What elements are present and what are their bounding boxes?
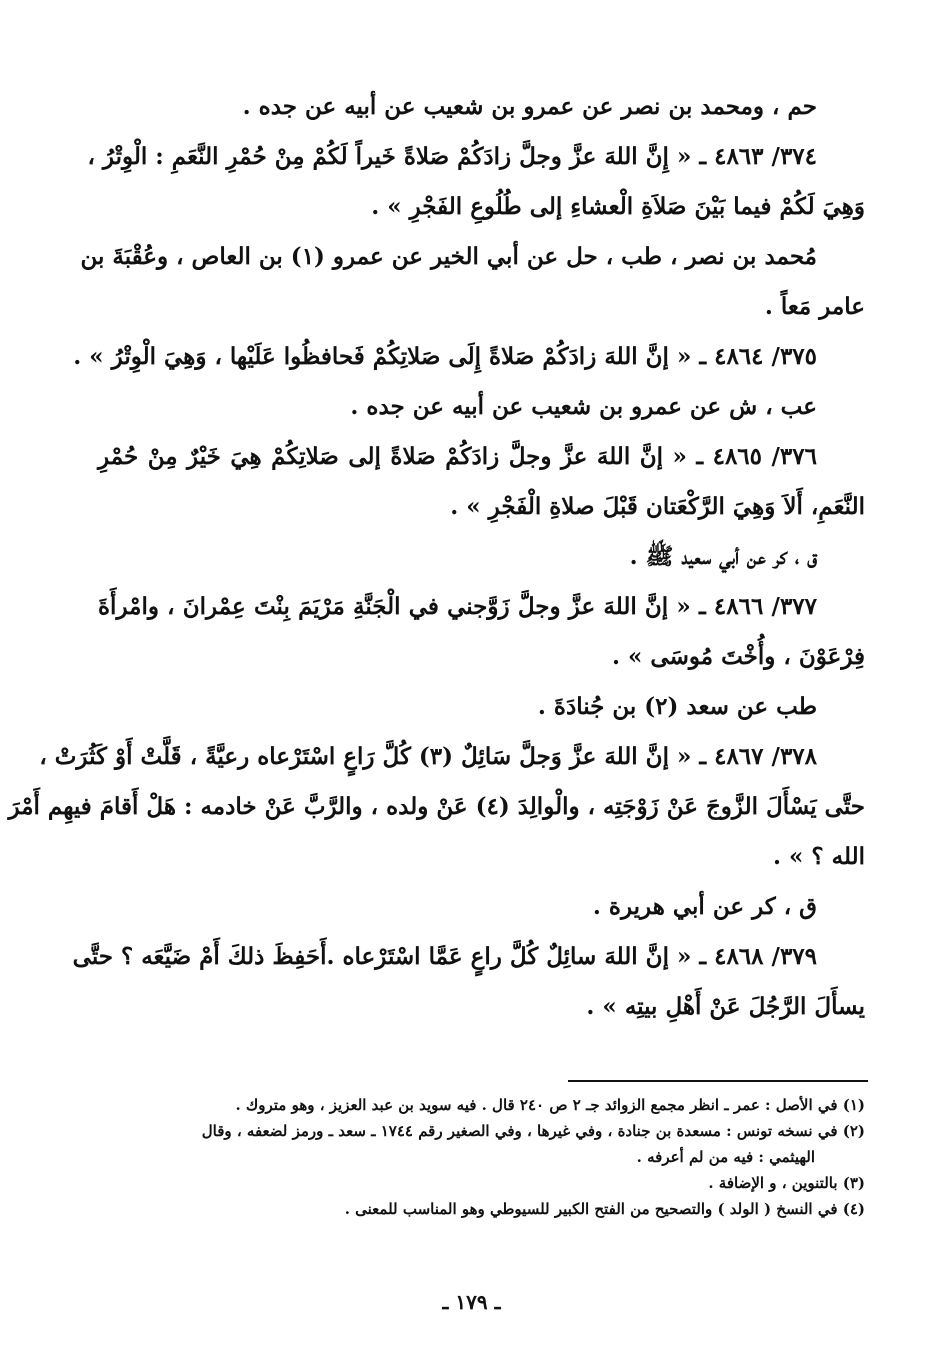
text-line: فِرْعَوْنَ ، وأُخْتَ مُوسَى » .	[612, 643, 865, 670]
text-line: حتَّى يَسْأَلَ الزَّوجَ عَنْ زَوْجَتِه ، والْوالِدَ (٤) عَنْ ولده ، والرَّبَّ عَنْ خادمه : هَلْ أَقامَ فيهِم أَمْرَ	[8, 793, 865, 820]
text-line: عب ، ش عن عمرو بن شعيب عن أبيه عن جده .	[350, 393, 817, 420]
text-line: ٣٧٩/ ٤٨٦٨ ـ « إنَّ اللهَ سائِلٌ كُلَّ راعٍ عَمَّا اسْتَرْعاه .أَحَفِظَ ذلكَ أَمْ ضَيَّعَه ؟ حتَّى	[72, 943, 817, 970]
text-line: مُحمد بن نصر ، طب ، حل عن أبي الخير عن عمرو (١) بن العاص ، وعُقْبَةَ بن	[80, 243, 817, 270]
main-text	[8, 82, 865, 1032]
text-line: حم ، ومحمد بن نصر عن عمرو بن شعيب عن أبيه عن جده .	[242, 93, 817, 120]
footnote: الهيثمي : فيه من لم أعرفه .	[636, 1148, 815, 1166]
text-line: ٣٧٦/ ٤٨٦٥ ـ « إنَّ اللهَ عزَّ وجلَّ زادَكُمْ صَلاةً إلى صَلاتِكُمْ هِيَ خَيْرٌ مِنْ حُمْرِ	[98, 443, 817, 470]
footnotes	[98, 1092, 865, 1222]
text-line: النَّعَمِ، أَلاَ وَهِيَ الرَّكْعَتان قَبْلَ صلاةِ الْفَجْرِ » .	[450, 493, 865, 520]
text-line: وَهِيَ لَكُمْ فيما بَيْنَ صَلاَةِ الْعشاءِ إلى طُلُوعِ الفَجْرِ » .	[371, 193, 865, 220]
footnote: (٢) في نسخه تونس : مسعدة بن جنادة ، وفي غيرها ، وفي الصغير رقم ١٧٤٤ ـ سعد ـ ورمز لضعفه ، وقال	[201, 1122, 865, 1140]
footnote: (١) في الأصل : عمر ـ انظر مجمع الزوائد جـ ٢ ص ٢٤٠ قال . فيه سويد بن عبد العزيز ، وهو متروك .	[235, 1096, 865, 1114]
text-line: ٣٧٨/ ٤٨٦٧ ـ « إنَّ اللهَ عزَّ وَجلَّ سَائِلٌ (٣) كُلَّ رَاعٍ اسْتَرْعاه رعيَّةً ، قَلَّتْ أَوْ كَثُرَتْ ،	[39, 743, 817, 770]
text-line: ق ، كر عن أبي سعيد ﷺ .	[629, 543, 817, 570]
text-line: ٣٧٥/ ٤٨٦٤ ـ « إنَّ اللهَ زادَكُمْ صَلاةً إِلَى صَلاتِكُمْ فَحافظُوا عَلَيْها ، وَهِيَ الْوِتْرُ » .	[73, 343, 817, 370]
text-line: ٣٧٧/ ٤٨٦٦ ـ « إنَّ اللهَ عزَّ وجلَّ زَوَّجني في الْجَنَّةِ مَرْيَمَ بِنْتَ عِمْرانَ ، وامْرأَةَ	[98, 593, 817, 620]
text-line: ق ، كر عن أبي هريرة .	[592, 893, 817, 920]
text-line: يسأَلَ الرَّجُلَ عَنْ أَهْلِ بيتِه » .	[586, 993, 865, 1020]
footnote: (٣) بالتنوين ، و الإضافة .	[708, 1174, 865, 1192]
text-line: ٣٧٤/ ٤٨٦٣ ـ « إِنَّ اللهَ عزَّ وجلَّ زادَكُمْ صَلاةً خَيراً لَكُمْ مِنْ حُمْرِ النَّعَمِ : الْوِتْرُ ،	[87, 143, 817, 170]
text-line: طب عن سعد (٢) بن جُنادَةَ .	[537, 693, 817, 720]
footnote-separator	[568, 1080, 868, 1082]
text-line: الله ؟ » .	[773, 843, 865, 870]
footnote: (٤) في النسخ ( الولد ) والتصحيح من الفتح الكبير للسيوطي وهو المناسب للمعنى .	[344, 1200, 865, 1218]
page-number: ـ ١٧٩ ـ	[442, 1290, 501, 1314]
text-line: عامر مَعاً .	[764, 293, 865, 320]
